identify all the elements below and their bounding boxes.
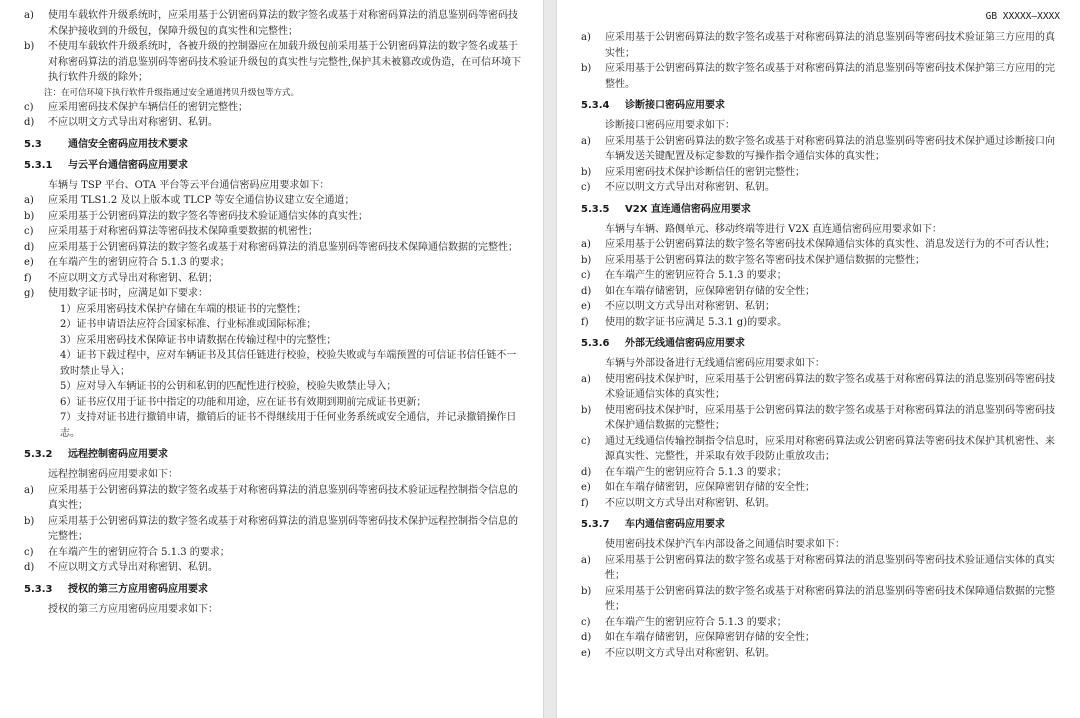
list-item-marker: d) — [24, 562, 35, 573]
sub-list-item: 5）应对导入车辆证书的公钥和私钥的匹配性进行校验，校验失败禁止导入； — [60, 381, 397, 392]
list-item — [581, 553, 1060, 584]
list-item — [581, 630, 1060, 646]
sub-list-item: 1）应采用密码技术保护存储在车端的根证书的完整性； — [60, 303, 307, 315]
list-item-marker: b) — [24, 210, 35, 222]
section-5-3-2-items — [24, 483, 523, 576]
list-item — [24, 545, 523, 561]
list-item — [581, 299, 1060, 315]
list-item-marker: d) — [24, 241, 35, 253]
list-item-marker: c) — [581, 270, 591, 281]
list-item-marker: d) — [24, 117, 35, 128]
section-5-3-1-intro: 车辆与 TSP 平台、OTA 平台等云平台通信密码应用要求如下： — [48, 179, 330, 191]
section-5-3-4-intro: 诊断接口密码应用要求如下： — [605, 120, 735, 131]
right-page — [556, 0, 1080, 718]
list-item-marker: e) — [24, 257, 34, 268]
list-item-text: 在车端产生的密钥应符合 5.1.3 的要求； — [48, 257, 230, 268]
list-item-marker: a) — [581, 554, 591, 566]
list-item — [581, 480, 1060, 496]
list-item-marker: a) — [581, 239, 591, 250]
list-item-text: 应采用基于公钥密码算法的数字签名等密码技术保障通信实体的真实性、消息发送行为的不可否认性； — [605, 239, 1055, 250]
list-item-text: 应采用基于公钥密码算法的数字签名或基于对称密码算法的消息鉴别码等密码技术保障通信数据的完整性； — [605, 585, 1055, 612]
section-5-3-1-heading: 5.3.1 与云平台通信密码应用要求 — [24, 159, 188, 171]
list-item-text: 不应以明文方式导出对称密钥、私钥。 — [605, 182, 775, 193]
list-item-text: 应采用基于公钥密码算法的数字签名等密码技术验证通信实体的真实性； — [48, 210, 368, 222]
list-item — [581, 253, 1060, 269]
list-item — [581, 372, 1060, 403]
list-item-text: 不应以明文方式导出对称密钥、私钥； — [605, 301, 775, 312]
list-item-text: 在车端产生的密钥应符合 5.1.3 的要求； — [605, 616, 787, 628]
section-5-3-4-items — [581, 134, 1060, 196]
list-item-marker: b) — [581, 404, 592, 416]
sub-list-item: 6）证书应仅用于证书中指定的功能和用途，应在证书有效期到期前完成证书更新； — [60, 396, 427, 408]
list-item-text: 在车端产生的密钥应符合 5.1.3 的要求； — [48, 546, 230, 558]
list-item — [24, 115, 523, 131]
list-item — [581, 403, 1060, 434]
list-item-text: 应采用密码技术保护诊断信任的密钥完整性； — [605, 166, 805, 178]
list-item — [24, 255, 523, 271]
section-5-3-heading: 5.3 通信安全密码应用技术要求 — [24, 138, 188, 150]
list-item-marker: b) — [581, 254, 592, 266]
list-item-text: 应采用基于公钥密码算法的数字签名或基于对称密码算法的消息鉴别码等密码技术保护远程控制指令信息的完整性； — [48, 515, 518, 542]
list-item — [581, 165, 1060, 181]
list-item-text: 应采用 TLS1.2 及以上版本或 TLCP 等安全通信协议建立安全通道； — [48, 195, 355, 206]
list-item-text: 不使用车载软件升级系统时，各被升级的控制器应在加载升级包前采用基于公钥密码算法的数字签名或基于对称密码算法的消息鉴别码等密码技术验证升级包的真实性与完整性,保护其未被篡改或伪造，在可信环境下执行软件升级的除外； — [48, 41, 522, 83]
list-item-marker: a) — [581, 135, 591, 147]
list-item-text: 使用密码技术保护时，应采用基于公钥密码算法的数字签名或基于对称密码算法的消息鉴别码等密码技术验证通信实体的真实性； — [605, 373, 1055, 400]
list-item-text: 应采用基于公钥密码算法的数字签名或基于对称密码算法的消息鉴别码等密码技术验证通信实体的真实性； — [605, 554, 1055, 581]
left-top-items-2 — [24, 100, 523, 131]
list-item-marker: b) — [581, 585, 592, 597]
list-item — [581, 434, 1060, 465]
section-5-3-7-intro: 使用密码技术保护汽车内部设备之间通信时要求如下： — [605, 539, 845, 550]
list-item-text: 使用车载软件升级系统时，应采用基于公钥密码算法的数字签名或基于对称密码算法的消息鉴别码等密码技术保护接收到的升级包，保障升级包的真实性和完整性； — [48, 10, 518, 37]
section-5-3-7-heading: 5.3.7 车内通信密码应用要求 — [581, 519, 725, 530]
list-item-text: 如在车端存储密钥，应保障密钥存储的安全性； — [605, 632, 815, 643]
sub-list-item: 2）证书申请语法应符合国家标准、行业标准或国际标准； — [60, 319, 317, 330]
list-item — [581, 284, 1060, 300]
list-item — [24, 514, 523, 545]
sub-list-item: 7）支持对证书进行撤销申请，撤销后的证书不得继续用于任何业务系统或安全通信，并记录撤销操作日志。 — [60, 412, 517, 439]
list-item-marker: b) — [24, 41, 35, 52]
list-item-text: 应采用基于公钥密码算法的数字签名或基于对称密码算法的消息鉴别码等密码技术保障通信数据的完整性； — [48, 241, 518, 253]
list-item — [581, 268, 1060, 284]
list-item-marker: c) — [581, 616, 591, 628]
list-item — [581, 584, 1060, 615]
list-item-text: 不应以明文方式导出对称密钥、私钥。 — [605, 497, 775, 509]
list-item-text: 应采用基于公钥密码算法的数字签名或基于对称密码算法的消息鉴别码等密码技术验证远程控制指令信息的真实性； — [48, 484, 518, 511]
list-item-marker: a) — [581, 373, 591, 385]
section-5-3-3-intro: 授权的第三方应用密码应用要求如下： — [48, 603, 218, 615]
left-top-items — [24, 8, 523, 86]
list-item-marker: g) — [24, 288, 35, 299]
list-item-text: 不应以明文方式导出对称密钥、私钥。 — [605, 647, 775, 659]
list-item — [24, 271, 523, 287]
section-5-3-3-heading: 5.3.3 授权的第三方应用密码应用要求 — [24, 583, 208, 595]
list-item-text: 应采用基于公钥密码算法的数字签名等密码技术保护通信数据的完整性； — [605, 254, 925, 266]
list-item — [581, 465, 1060, 481]
section-5-3-4-heading: 5.3.4 诊断接口密码应用要求 — [581, 100, 725, 111]
list-item-marker: e) — [581, 301, 591, 312]
list-item — [24, 193, 523, 209]
list-item — [24, 39, 523, 86]
section-5-3-1-subitems — [24, 302, 523, 442]
list-item — [581, 646, 1060, 662]
list-item-marker: d) — [581, 285, 592, 297]
list-item — [581, 61, 1060, 92]
list-item-marker: c) — [24, 546, 34, 558]
standard-number-header: GB XXXXX—XXXX — [985, 11, 1060, 22]
list-item-marker: c) — [24, 226, 34, 237]
list-item-text: 如在车端存储密钥，应保障密钥存储的安全性； — [605, 482, 815, 493]
list-item-marker: e) — [581, 482, 591, 493]
list-item — [24, 209, 523, 225]
list-item-text: 使用的数字证书应满足 5.3.1 g)的要求。 — [605, 316, 788, 328]
list-item-marker: a) — [581, 32, 591, 43]
list-item-marker: a) — [24, 484, 34, 496]
list-item — [581, 30, 1060, 61]
list-item-text: 应采用密码技术保护车辆信任的密钥完整性； — [48, 101, 248, 113]
list-item-text: 使用密码技术保护时，应采用基于公钥密码算法的数字签名或基于对称密码算法的消息鉴别码等密码技术保护通信数据的完整性； — [605, 404, 1055, 431]
list-item-marker: f) — [581, 316, 589, 328]
list-item-marker: e) — [581, 647, 591, 659]
section-5-3-5-heading: 5.3.5 V2X 直连通信密码应用要求 — [581, 203, 751, 215]
list-item — [24, 286, 523, 302]
note: 注：在可信环境下执行软件升级指通过安全通道拷贝升级包等方式。 — [44, 87, 300, 98]
list-item-text: 如在车端存储密钥，应保障密钥存储的安全性； — [605, 285, 815, 297]
list-item-marker: a) — [24, 10, 34, 21]
list-item — [24, 224, 523, 240]
list-item — [24, 560, 523, 576]
list-item — [581, 237, 1060, 253]
list-item — [24, 100, 523, 116]
list-item — [24, 240, 523, 256]
list-item-marker: c) — [581, 182, 591, 193]
section-5-3-2-intro: 远程控制密码应用要求如下： — [48, 469, 178, 480]
list-item-marker: a) — [24, 195, 34, 206]
page-gutter — [544, 0, 556, 718]
list-item-marker: c) — [581, 435, 591, 447]
list-item-marker: f) — [581, 497, 589, 509]
list-item-text: 不应以明文方式导出对称密钥、私钥； — [48, 272, 218, 284]
list-item-text: 在车端产生的密钥应符合 5.1.3 的要求； — [605, 270, 787, 281]
list-item — [581, 315, 1060, 331]
list-item-marker: b) — [581, 63, 592, 74]
list-item-text: 不应以明文方式导出对称密钥、私钥。 — [48, 562, 218, 573]
section-5-3-6-items — [581, 372, 1060, 512]
section-5-3-6-intro: 车辆与外部设备进行无线通信密码应用要求如下： — [605, 358, 825, 369]
list-item — [581, 496, 1060, 512]
section-5-3-5-items — [581, 237, 1060, 330]
list-item-text: 使用数字证书时，应满足如下要求： — [48, 288, 208, 299]
section-5-3-7-items — [581, 553, 1060, 662]
section-5-3-5-intro: 车辆与车辆、路侧单元、移动终端等进行 V2X 直连通信密码应用要求如下： — [605, 223, 943, 235]
list-item-text: 通过无线通信传输控制指令信息时，应采用对称密码算法或公钥密码算法等密码技术保护其机密性、来源真实性、完整性，并采取有效手段防止重放攻击； — [605, 435, 1055, 462]
list-item — [581, 615, 1060, 631]
right-top-items — [581, 30, 1060, 92]
list-item-text: 应采用基于公钥密码算法的数字签名或基于对称密码算法的消息鉴别码等密码技术保护通过诊断接口向车辆发送关键配置及标定参数的写操作指令通信实体的真实性； — [605, 135, 1055, 162]
list-item-text: 应采用基于对称密码算法等密码技术保障重要数据的机密性； — [48, 226, 318, 237]
list-item — [24, 8, 523, 39]
sub-list-item: 3）应采用密码技术保障证书申请数据在传输过程中的完整性； — [60, 334, 337, 346]
list-item-text: 应采用基于公钥密码算法的数字签名或基于对称密码算法的消息鉴别码等密码技术保护第三方应用的完整性。 — [605, 63, 1055, 90]
section-5-3-2-heading: 5.3.2 远程控制密码应用要求 — [24, 449, 168, 460]
list-item — [24, 483, 523, 514]
section-5-3-6-heading: 5.3.6 外部无线通信密码应用要求 — [581, 338, 745, 349]
list-item-marker: c) — [24, 101, 34, 113]
list-item-marker: b) — [24, 515, 35, 527]
sub-list-item: 4）证书下载过程中，应对车辆证书及其信任链进行校验，校验失败或与车端预置的可信证书信任链不一致时禁止导入； — [60, 350, 517, 377]
list-item-text: 应采用基于公钥密码算法的数字签名或基于对称密码算法的消息鉴别码等密码技术验证第三方应用的真实性； — [605, 32, 1055, 59]
list-item-text: 在车端产生的密钥应符合 5.1.3 的要求； — [605, 466, 787, 478]
list-item — [581, 134, 1060, 165]
list-item-marker: f) — [24, 272, 32, 284]
section-5-3-1-items — [24, 193, 523, 302]
list-item — [581, 180, 1060, 196]
list-item-text: 不应以明文方式导出对称密钥、私钥。 — [48, 117, 218, 128]
list-item-marker: b) — [581, 166, 592, 178]
list-item-marker: d) — [581, 632, 592, 643]
list-item-marker: d) — [581, 466, 592, 478]
